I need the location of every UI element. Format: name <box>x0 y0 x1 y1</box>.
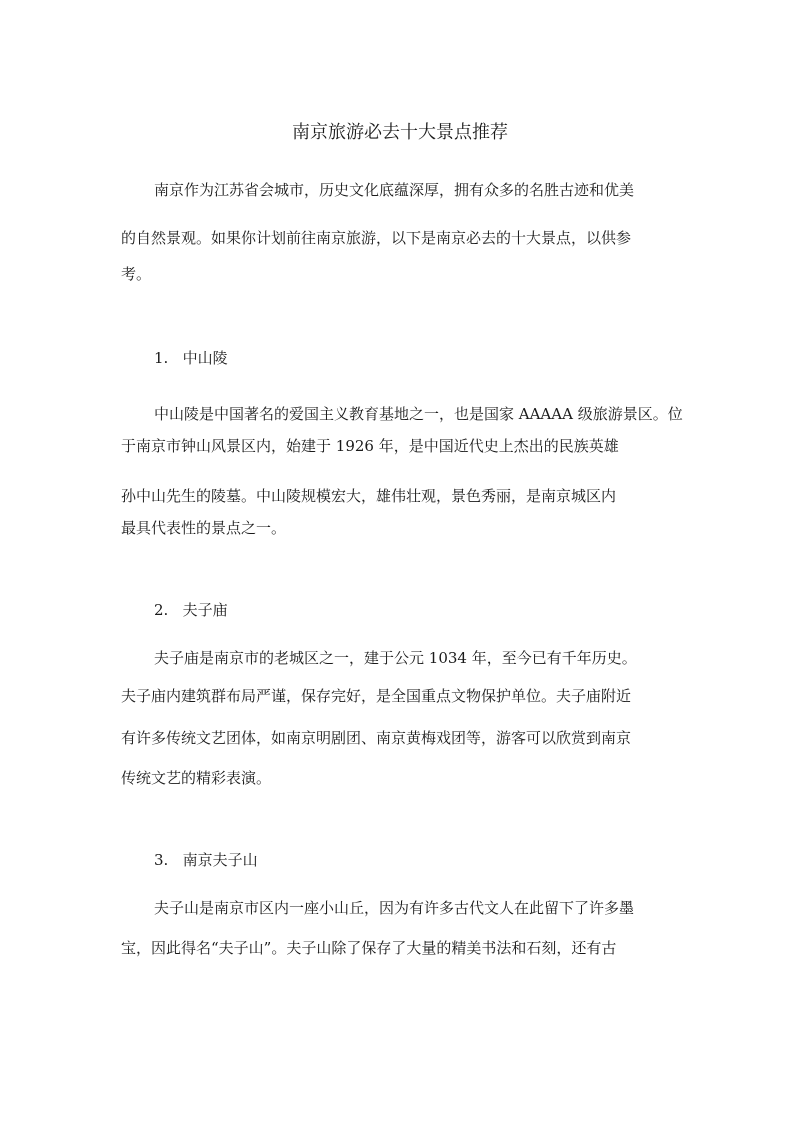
document-title: 南京旅游必去十大景点推荐 <box>292 122 508 143</box>
section-line: 宝，因此得名“夫子山”。夫子山除了保存了大量的精美书法和石刻，还有古 <box>121 939 617 957</box>
section-line: 传统文艺的精彩表演。 <box>121 769 272 787</box>
section-line: 夫子山是南京市区内一座小山丘，因为有许多古代文人在此留下了许多墨 <box>154 899 635 917</box>
section-heading: 3. 南京夫子山 <box>154 851 258 869</box>
section-line: 于南京市钟山风景区内，始建于 1926 年，是中国近代史上杰出的民族英雄 <box>121 437 619 455</box>
section-line: 夫子庙是南京市的老城区之一，建于公元 1034 年，至今已有千年历史。 <box>154 649 637 667</box>
intro-line: 考。 <box>121 265 152 283</box>
section-heading: 1. 中山陵 <box>154 349 228 367</box>
section-line: 夫子庙内建筑群布局严谨，保存完好，是全国重点文物保护单位。夫子庙附近 <box>121 687 632 705</box>
section-line: 孙中山先生的陵墓。中山陵规模宏大，雄伟壮观，景色秀丽，是南京城区内 <box>121 487 617 505</box>
section-line: 中山陵是中国著名的爱国主义教育基地之一，也是国家 AAAAA 级旅游景区。位 <box>154 405 683 423</box>
section-heading: 2. 夫子庙 <box>154 601 228 619</box>
intro-line: 南京作为江苏省会城市，历史文化底蕴深厚，拥有众多的名胜古迹和优美 <box>154 181 635 199</box>
section-line: 有许多传统文艺团体，如南京明剧团、南京黄梅戏团等，游客可以欣赏到南京 <box>121 729 632 747</box>
intro-line: 的自然景观。如果你计划前往南京旅游，以下是南京必去的十大景点，以供参 <box>121 229 632 247</box>
section-line: 最具代表性的景点之一。 <box>121 519 287 537</box>
